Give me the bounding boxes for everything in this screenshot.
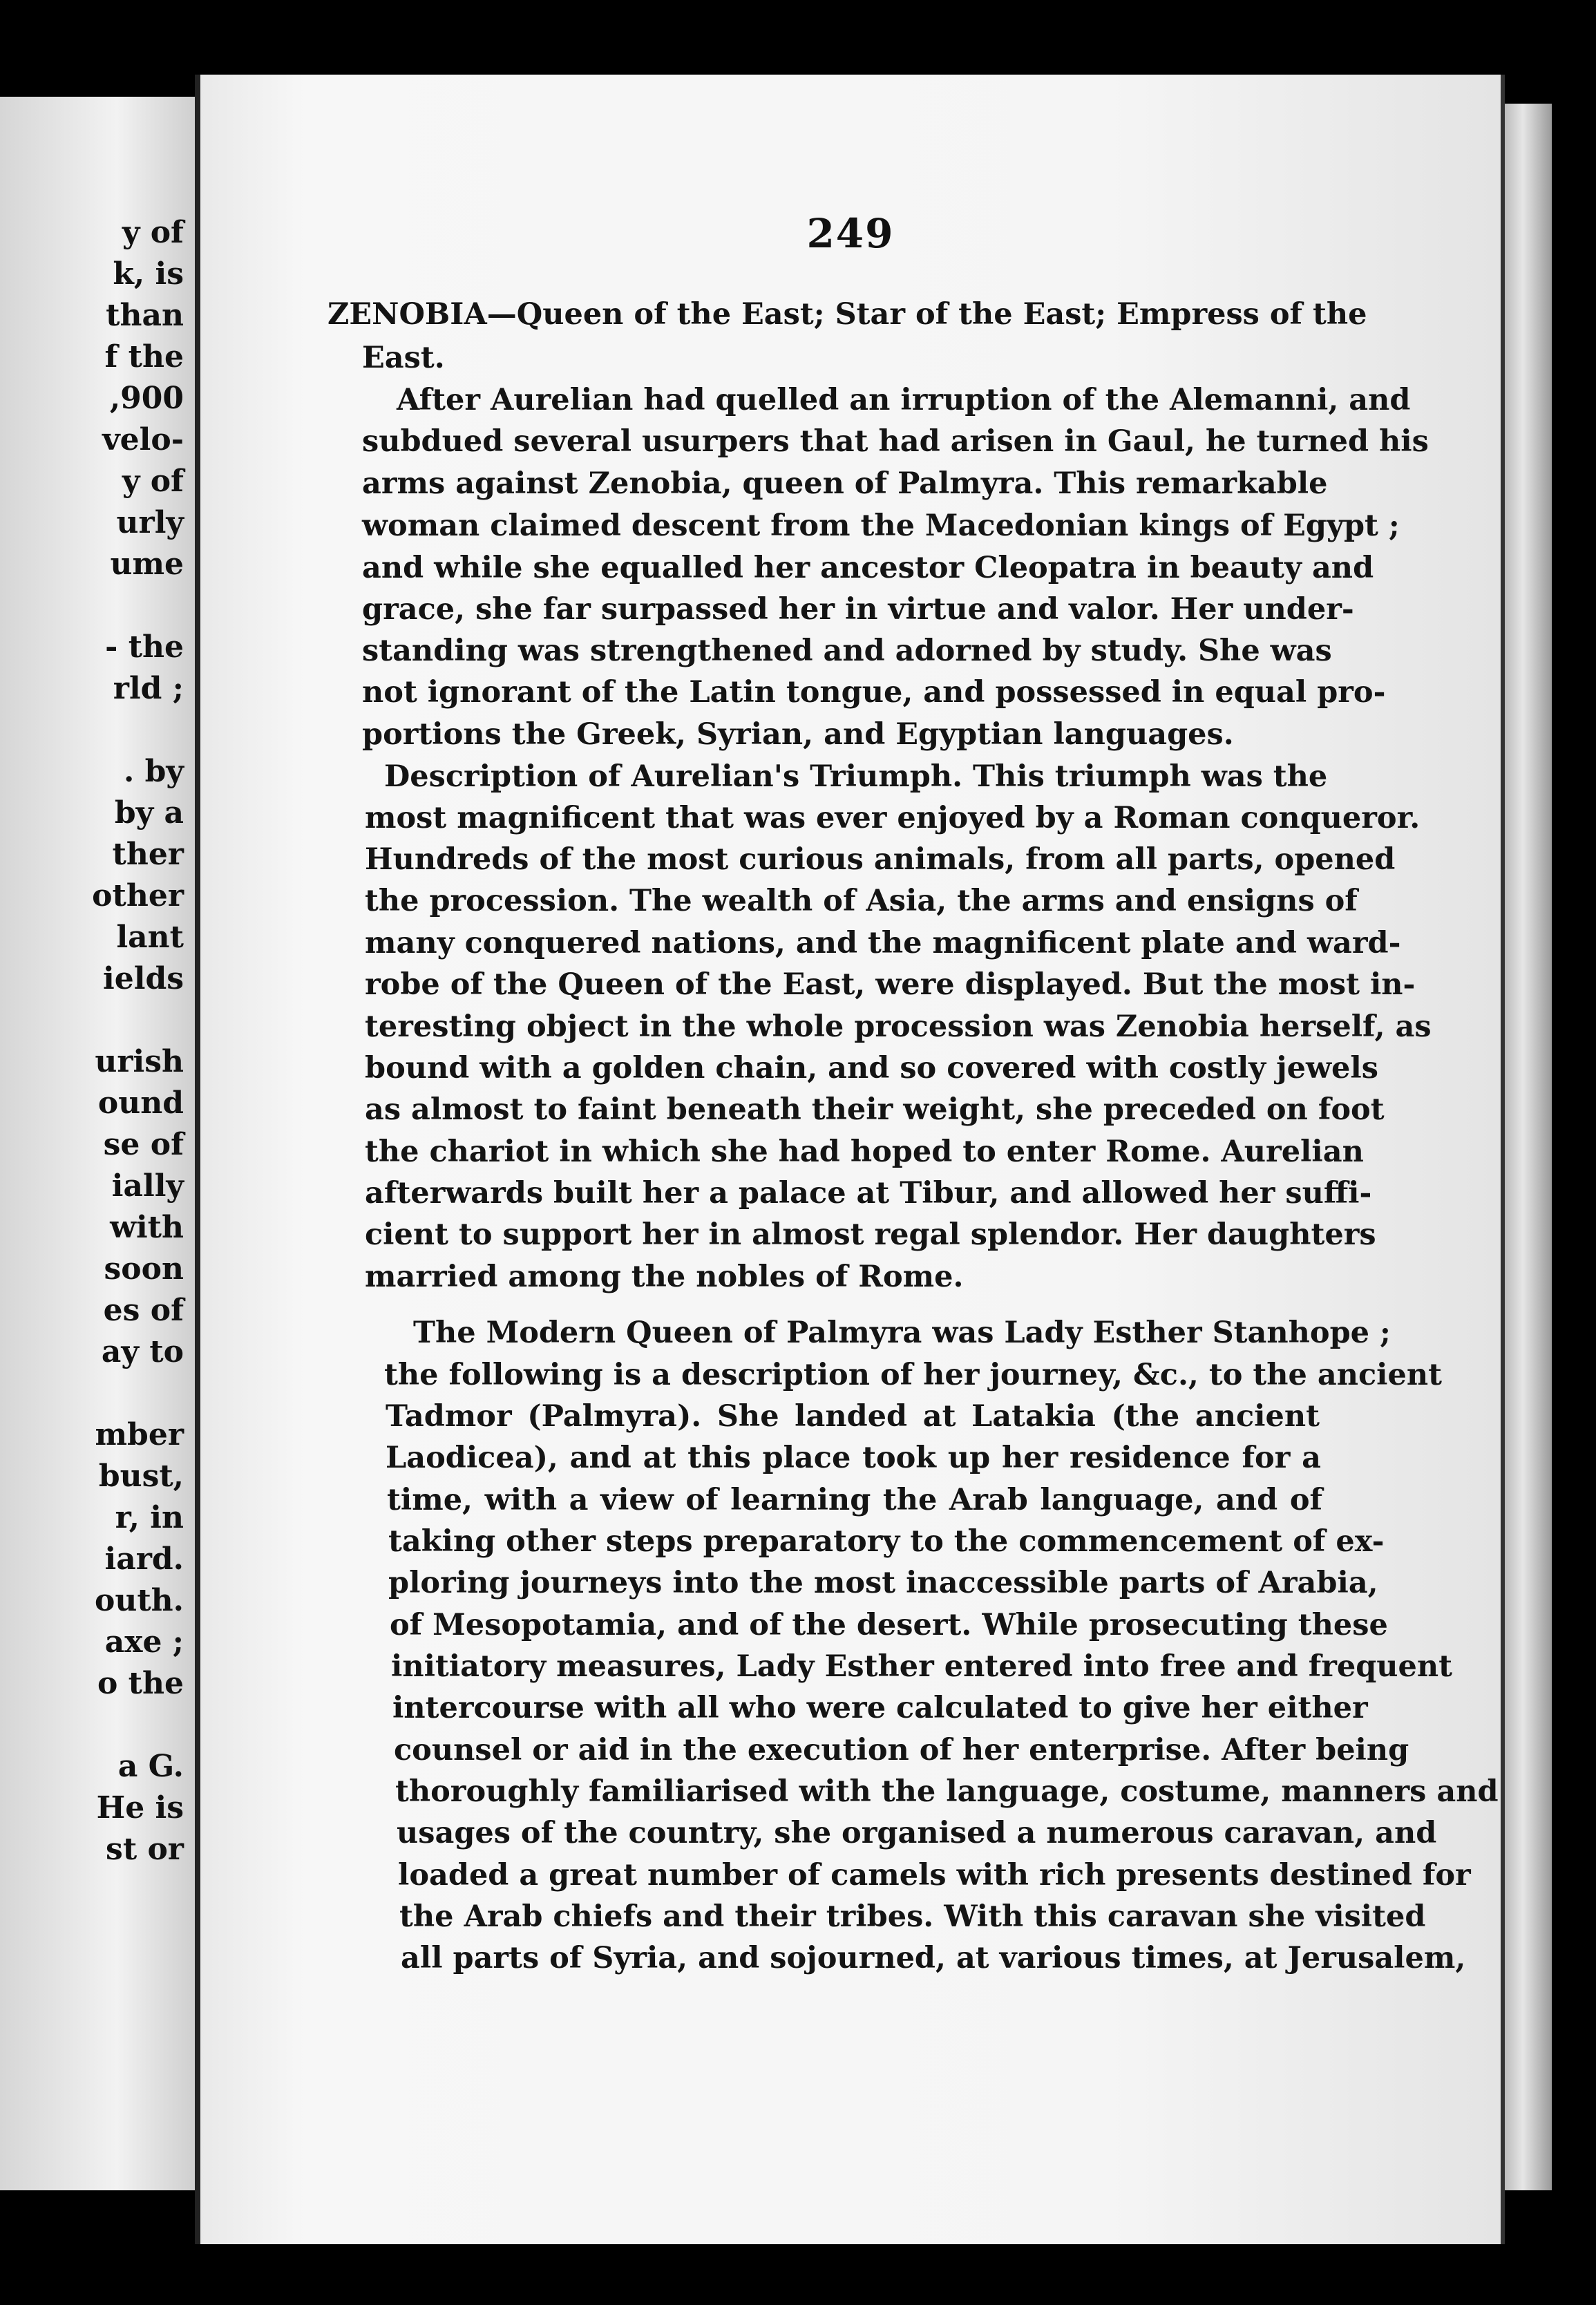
text-line: as almost to faint beneath their weight, she preceded on foot (365, 1092, 1385, 1127)
text-line: arms against Zenobia, queen of Palmyra. This remarkable (362, 466, 1328, 501)
text-line: portions the Greek, Syrian, and Egyptian languages. (362, 717, 1234, 752)
text-line: taking other steps preparatory to the commencement of ex- (388, 1524, 1385, 1559)
facing-page-text-fragment: y of (122, 464, 184, 499)
facing-page-text-fragment: bust, (98, 1459, 184, 1494)
facing-page-text-fragment: outh. (95, 1583, 184, 1618)
facing-page-text-fragment: ields (103, 961, 184, 996)
text-line: teresting object in the whole procession was Zenobia herself, as (365, 1009, 1432, 1044)
text-line: and while she equalled her ancestor Cleopatra in beauty and (362, 551, 1374, 585)
text-line: loaded a great number of camels with rich presents destined for (398, 1858, 1471, 1893)
text-line: afterwards built her a palace at Tibur, and allowed her suffi- (365, 1176, 1372, 1211)
text-line: Description of Aurelian's Triumph. This triumph was the (384, 759, 1328, 794)
facing-page-text-fragment: axe ; (104, 1624, 184, 1660)
facing-page-text-fragment: f the (104, 339, 184, 374)
facing-page-text-fragment: by a (114, 795, 184, 831)
book-page (195, 75, 1505, 2244)
facing-page-text-fragment: ound (97, 1085, 184, 1121)
facing-page-text-fragment: ially (111, 1168, 184, 1204)
text-line: After Aurelian had quelled an irruption of the Alemanni, and (397, 383, 1411, 417)
text-line: the chariot in which she had hoped to enter Rome. Aurelian (365, 1135, 1364, 1169)
text-line: of Mesopotamia, and of the desert. While prosecuting these (390, 1608, 1388, 1642)
facing-page-text-fragment: urly (116, 505, 184, 540)
text-line: Tadmor (Palmyra). She landed at Latakia (the ancient (386, 1399, 1320, 1434)
text-line: subdued several usurpers that had arisen in Gaul, he turned his (362, 424, 1429, 459)
text-line: the procession. The wealth of Asia, the arms and ensigns of (365, 884, 1358, 918)
facing-page-text-fragment: than (106, 298, 184, 333)
text-line: married among the nobles of Rome. (365, 1260, 964, 1294)
text-line: many conquered nations, and the magnificent plate and ward- (365, 926, 1401, 960)
facing-page (0, 97, 202, 2190)
facing-page-text-fragment: ay to (101, 1334, 184, 1369)
text-line: robe of the Queen of the East, were displayed. But the most in- (365, 967, 1416, 1002)
text-line: Laodicea), and at this place took up her residence for a (386, 1441, 1321, 1475)
facing-page-text-fragment: a G. (117, 1749, 184, 1784)
facing-page-text-fragment: se of (103, 1127, 184, 1162)
text-line: standing was strengthened and adorned by study. She was (362, 634, 1332, 668)
text-line: not ignorant of the Latin tongue, and possessed in equal pro- (362, 675, 1386, 710)
facing-page-text-fragment: mber (95, 1417, 184, 1452)
facing-page-text-fragment: other (92, 878, 184, 913)
facing-page-text-fragment: soon (104, 1251, 184, 1287)
page-edge (1499, 104, 1552, 2190)
text-line: The Modern Queen of Palmyra was Lady Esther Stanhope ; (413, 1316, 1391, 1350)
facing-page-text-fragment: y of (122, 215, 184, 250)
text-line: usages of the country, she organised a numerous caravan, and (397, 1816, 1437, 1850)
facing-page-text-fragment: st or (106, 1832, 184, 1867)
facing-page-text-fragment: - the (105, 629, 184, 665)
text-line: grace, she far surpassed her in virtue and valor. Her under- (362, 592, 1354, 627)
text-line: the following is a description of her journey, &c., to the ancient (384, 1358, 1442, 1392)
facing-page-text-fragment: with (110, 1210, 184, 1245)
text-line: Hundreds of the most curious animals, from all parts, opened (365, 842, 1396, 877)
text-line: woman claimed descent from the Macedonian kings of Egypt ; (362, 509, 1400, 543)
facing-page-text-fragment: iard. (104, 1542, 184, 1577)
facing-page-text-fragment: es of (103, 1293, 184, 1328)
facing-page-text-fragment: k, is (113, 256, 184, 292)
text-line: the Arab chiefs and their tribes. With this caravan she visited (399, 1899, 1426, 1934)
text-line: East. (362, 341, 445, 375)
facing-page-text-fragment: urish (95, 1044, 184, 1079)
facing-page-text-fragment: lant (116, 920, 184, 955)
facing-page-text-fragment: rld ; (113, 671, 184, 706)
text-line: thoroughly familiarised with the language, costume, manners and (395, 1774, 1499, 1809)
text-line: intercourse with all who were calculated to give her either (392, 1691, 1368, 1725)
text-line: initiatory measures, Lady Esther entered into free and frequent (391, 1649, 1453, 1684)
text-line: most magnificent that was ever enjoyed by a Roman conqueror. (365, 801, 1421, 835)
text-line: counsel or aid in the execution of her enterprise. After being (394, 1733, 1409, 1767)
text-line: cient to support her in almost regal splendor. Her daughters (365, 1217, 1376, 1252)
facing-page-text-fragment: ther (112, 837, 184, 872)
text-line: ploring journeys into the most inaccessible parts of Arabia, (388, 1566, 1378, 1600)
facing-page-text-fragment: ,900 (109, 381, 184, 416)
text-line: time, with a view of learning the Arab language, and of (387, 1483, 1322, 1517)
facing-page-text-fragment: velo- (102, 422, 184, 457)
text-line: all parts of Syria, and sojourned, at various times, at Jerusalem, (401, 1941, 1466, 1975)
facing-page-text-fragment: . by (124, 754, 184, 789)
text-line: bound with a golden chain, and so covered with costly jewels (365, 1051, 1378, 1085)
facing-page-text-fragment: r, in (115, 1500, 184, 1535)
facing-page-text-fragment: o the (97, 1666, 184, 1701)
page-number: 249 (806, 210, 895, 257)
facing-page-text-fragment: ume (110, 547, 184, 582)
facing-page-text-fragment: He is (96, 1790, 184, 1825)
entry-heading: ZENOBIA—Queen of the East; Star of the East; Empress of the (327, 297, 1367, 332)
